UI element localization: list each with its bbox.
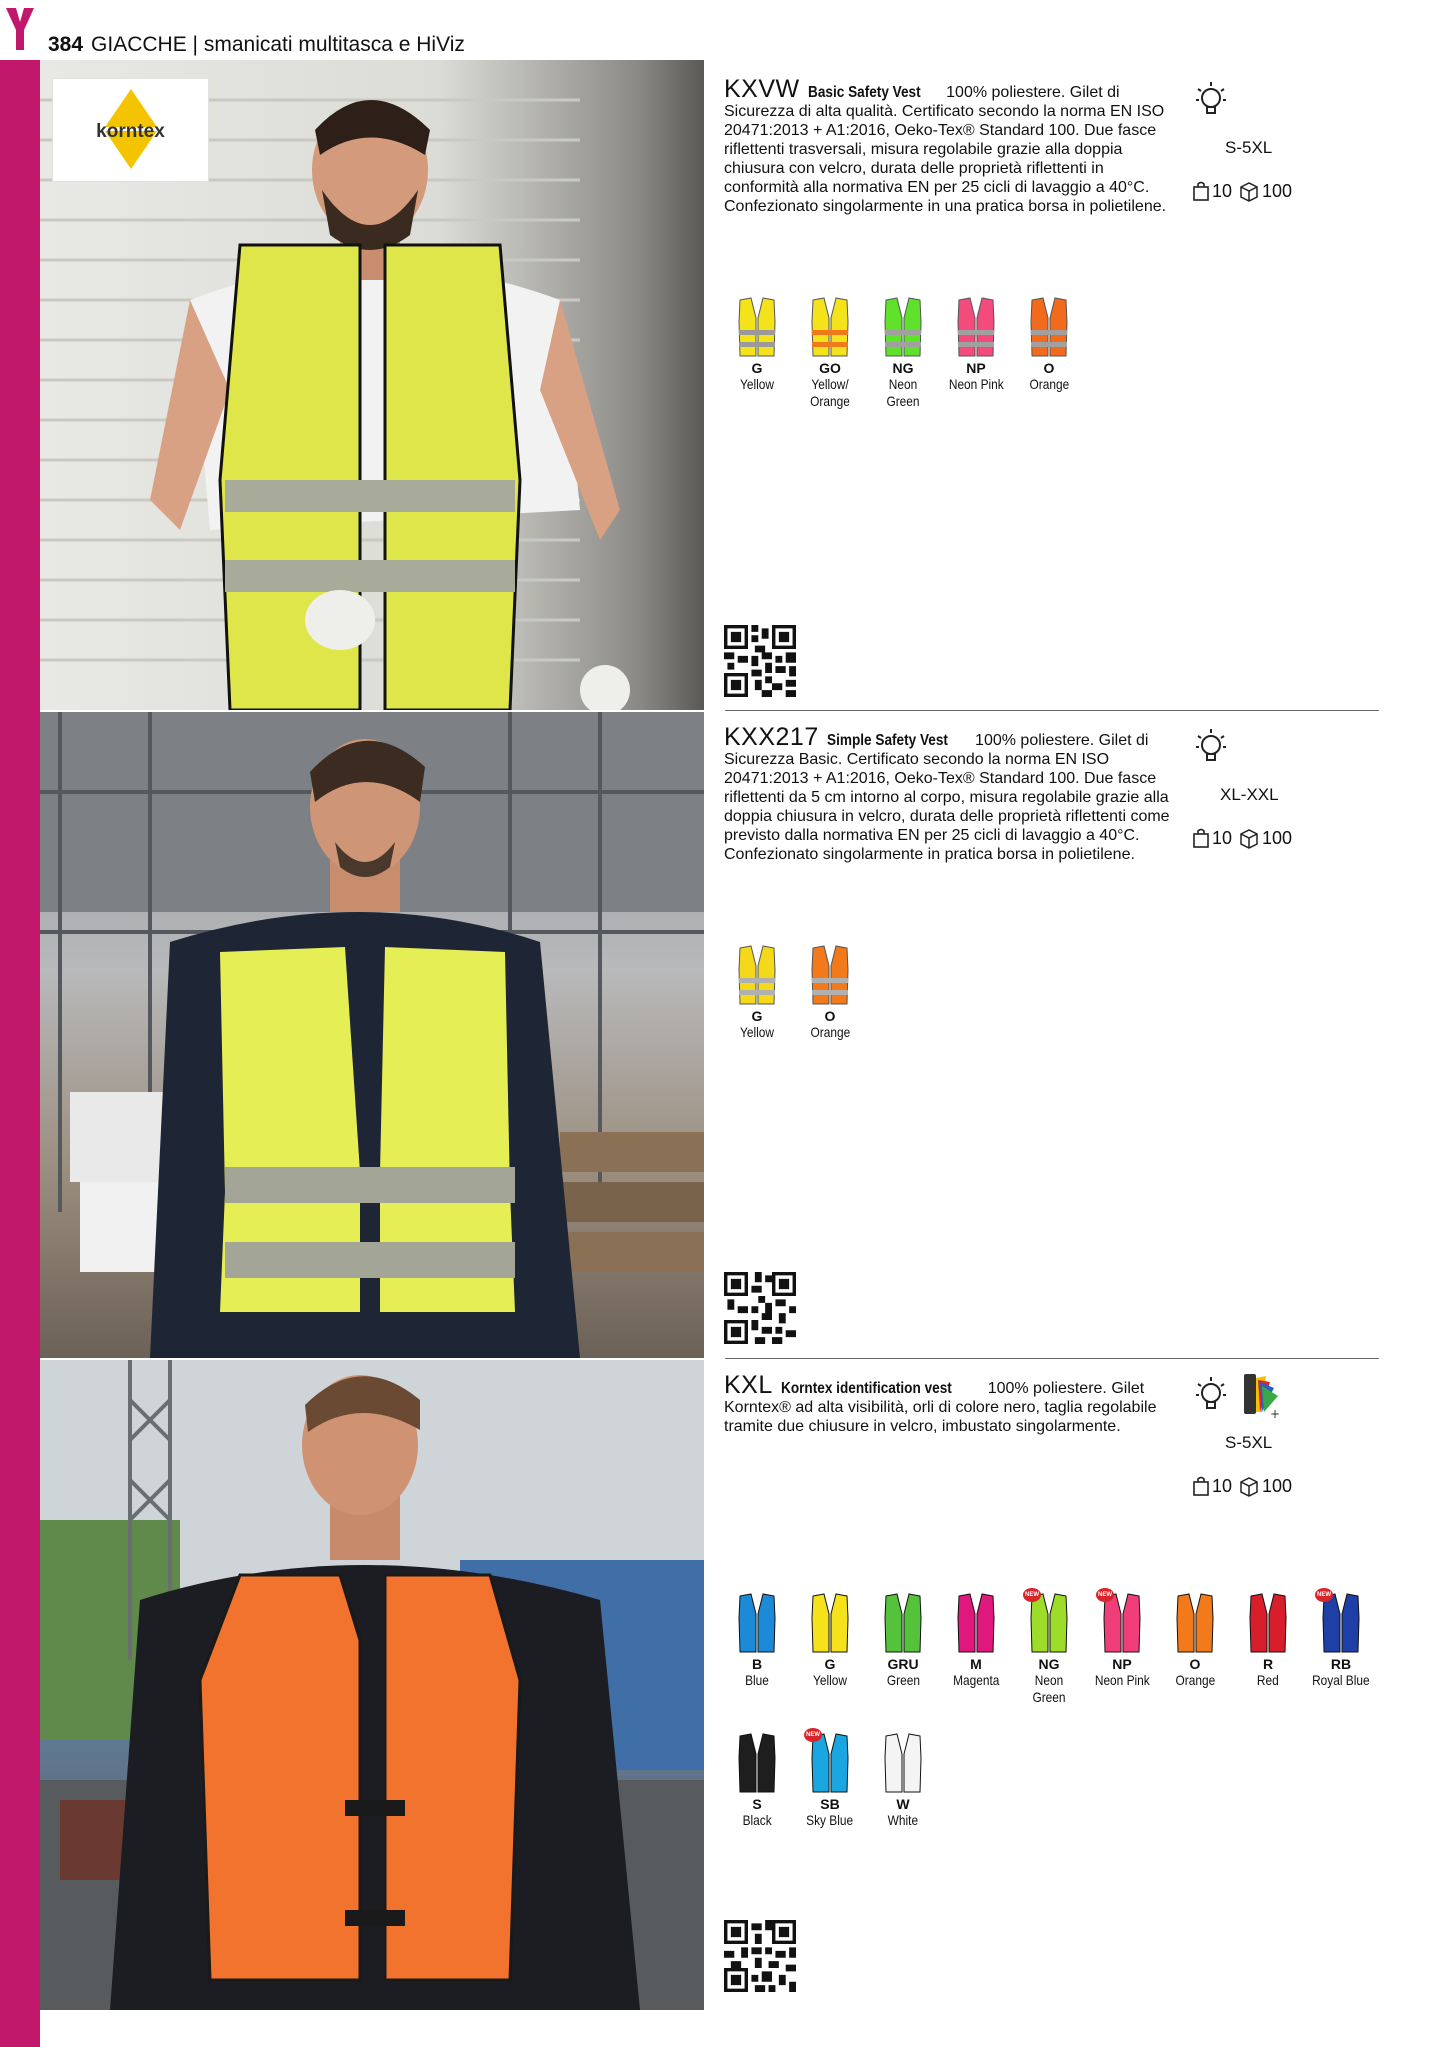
new-badge: NEW: [804, 1728, 822, 1742]
product-text: 100% poliestere. Gilet Korntex® ad alta visibilità, orli di colore nero, taglia regolabile tramite due chiusure in velcro, imbustato singolarmente.: [724, 1380, 1157, 1435]
vest-thumbnail: [737, 1592, 777, 1654]
svg-text:+: +: [1270, 1407, 1281, 1420]
vest-swatch-icon: [810, 944, 850, 1006]
pack-large-qty: 100: [1262, 827, 1293, 848]
color-name: Yellow: [740, 1024, 774, 1040]
box-icon: [1238, 827, 1260, 849]
vest-thumbnail: [1025, 1592, 1069, 1654]
box-icon: [1238, 180, 1260, 202]
color-name-wrap: [868, 1812, 938, 1830]
color-name: Neon Pink: [948, 376, 1004, 392]
color-code: R: [1262, 1656, 1274, 1672]
color-code: G: [824, 1656, 836, 1672]
color-name-wrap: [1233, 1672, 1303, 1690]
bag-icon: [1192, 828, 1210, 848]
vest-thumbnail: [810, 296, 850, 358]
brand-mark-icon: [0, 0, 40, 60]
color-code: G: [751, 360, 763, 376]
color-name-wrap: [722, 376, 792, 394]
color-name-wrap: [868, 376, 938, 411]
vest-swatch-icon: [956, 296, 996, 358]
size-range: S-5XL: [1225, 1433, 1273, 1452]
size-range: S-5XL: [1225, 138, 1273, 157]
page-header: [48, 28, 465, 62]
color-code: NP: [1112, 1656, 1132, 1672]
vest-thumbnail: [737, 1732, 777, 1794]
vest-thumbnail: [883, 296, 923, 358]
sidebar-stripe: [0, 0, 40, 2047]
color-swatch-g[interactable]: [795, 1592, 865, 1690]
color-name-wrap: [1087, 1672, 1157, 1690]
color-code: W: [896, 1796, 910, 1812]
korntex-logo: korntex: [52, 78, 209, 182]
color-name-wrap: [722, 1024, 792, 1042]
color-swatch-rb[interactable]: [1306, 1592, 1376, 1690]
color-swatch-ng[interactable]: [868, 296, 938, 411]
lightbulb-icon: [1194, 80, 1228, 120]
color-name: Neon Pink: [1094, 1672, 1150, 1688]
color-code: GRU: [887, 1656, 919, 1672]
color-name-wrap: [1160, 1672, 1230, 1690]
vest-swatch-icon: [810, 296, 850, 358]
product-code: KXVW: [724, 75, 800, 103]
color-swatch-sb[interactable]: [795, 1732, 865, 1830]
color-name: Yellow/ Orange: [810, 376, 850, 409]
product-code: KXL: [724, 1371, 773, 1399]
color-code: O: [1189, 1656, 1201, 1672]
color-name-wrap: [722, 1812, 792, 1830]
color-name: Neon Green: [886, 376, 920, 409]
vest-swatch-icon: [1029, 296, 1069, 358]
color-code: RB: [1330, 1656, 1352, 1672]
color-code: B: [751, 1656, 763, 1672]
color-name-wrap: [1014, 376, 1084, 394]
color-name: Neon Green: [1032, 1672, 1066, 1705]
section-divider: [725, 1358, 1379, 1359]
color-code: NP: [966, 360, 986, 376]
vest-thumbnail: [810, 944, 850, 1006]
vest-thumbnail: [1317, 1592, 1361, 1654]
vest-thumbnail: [883, 1592, 923, 1654]
vest-swatch-icon: [883, 1592, 923, 1654]
lightbulb-icon: [1194, 727, 1228, 767]
color-swatch-o[interactable]: [1014, 296, 1084, 394]
vest-swatch-icon: [737, 296, 777, 358]
vest-swatch-icon: [810, 1592, 850, 1654]
product-photo-kxl: [40, 1360, 704, 2010]
color-code: G: [751, 1008, 763, 1024]
color-swatch-gru[interactable]: [868, 1592, 938, 1690]
color-code: O: [1043, 360, 1055, 376]
color-code: S: [752, 1796, 762, 1812]
pack-large-qty: 100: [1262, 1475, 1293, 1496]
vest-thumbnail: [737, 944, 777, 1006]
color-swatch-m[interactable]: [941, 1592, 1011, 1690]
vest-thumbnail: [956, 296, 996, 358]
color-name-wrap: [795, 1812, 865, 1830]
packaging-info: [1192, 827, 1292, 849]
vest-thumbnail: [737, 296, 777, 358]
color-code: SB: [820, 1796, 840, 1812]
color-swatch-s[interactable]: [722, 1732, 792, 1830]
product-code: KXX217: [724, 723, 819, 751]
color-palette-icon: [1240, 1372, 1282, 1420]
vest-thumbnail: [810, 1592, 850, 1654]
color-name-wrap: [722, 1672, 792, 1690]
product-name: Korntex identification vest: [780, 1380, 952, 1397]
color-name-wrap: [941, 376, 1011, 394]
vest-thumbnail: [1098, 1592, 1142, 1654]
qr-code-icon: [724, 1272, 796, 1344]
vest-thumbnail: [1175, 1592, 1215, 1654]
color-code: O: [824, 1008, 836, 1024]
color-name-wrap: [795, 1672, 865, 1690]
pack-large-qty: 100: [1262, 180, 1293, 201]
qr-code-icon: [724, 625, 796, 697]
color-name-wrap: [795, 1024, 865, 1042]
color-swatch-np[interactable]: [1087, 1592, 1157, 1690]
color-name: Sky Blue: [806, 1812, 854, 1828]
vest-thumbnail: [1029, 296, 1069, 358]
product-description-kxl: [724, 1371, 1164, 1436]
color-name: Orange: [810, 1024, 850, 1040]
color-name: Orange: [1029, 376, 1069, 392]
vest-swatch-icon: [737, 1592, 777, 1654]
product-photo-kxx217: [40, 712, 704, 1358]
product-text: 100% poliestere. Gilet di Sicurezza di alta qualità. Certificato secondo la norma EN ISO 20471:2013 + A1:2016, Oeko-Tex® Standard 100. Due fasce riflettenti trasversali, misura regolabile grazie alla doppia chiusura con velcro, durata delle proprietà riflettenti in conformità alla normativa EN per 25 cicli di lavaggio a 40°C. Confezionato singolarmente in una pratica borsa in polietilene.: [724, 84, 1167, 215]
vest-thumbnail: [883, 1732, 923, 1794]
color-swatch-w[interactable]: [868, 1732, 938, 1830]
color-name-wrap: [868, 1672, 938, 1690]
color-code: NG: [1038, 1656, 1060, 1672]
vest-thumbnail: [1248, 1592, 1288, 1654]
pack-small-qty: 10: [1212, 827, 1233, 848]
product-name: Basic Safety Vest: [807, 84, 921, 101]
page-title: GIACCHE | smanicati multitasca e HiViz: [91, 33, 465, 56]
color-name: Magenta: [952, 1672, 1000, 1688]
vest-swatch-icon: [737, 1732, 777, 1794]
color-swatch-np[interactable]: [941, 296, 1011, 394]
vest-swatch-icon: [883, 296, 923, 358]
box-icon: [1238, 1475, 1260, 1497]
size-range: XL-XXL: [1220, 785, 1279, 804]
color-swatch-b[interactable]: [722, 1592, 792, 1690]
bag-icon: [1192, 1476, 1210, 1496]
color-name: Orange: [1175, 1672, 1215, 1688]
product-description-kxx217: [724, 723, 1172, 864]
color-code: GO: [819, 360, 841, 376]
color-name-wrap: [941, 1672, 1011, 1690]
color-swatch-r[interactable]: [1233, 1592, 1303, 1690]
product-description-kxvw: [724, 75, 1174, 216]
pack-small-qty: 10: [1212, 180, 1233, 201]
color-name: Yellow: [740, 376, 774, 392]
lightbulb-icon: [1194, 1375, 1228, 1415]
color-swatch-ng[interactable]: [1014, 1592, 1084, 1707]
color-name: Royal Blue: [1312, 1672, 1370, 1688]
new-badge: NEW: [1315, 1588, 1333, 1602]
color-name: Red: [1257, 1672, 1279, 1688]
vest-thumbnail: [806, 1732, 850, 1794]
color-code: NG: [892, 360, 914, 376]
color-name-wrap: [1306, 1672, 1376, 1690]
packaging-info: [1192, 180, 1292, 202]
color-name: Green: [886, 1672, 920, 1688]
page-number: 384: [48, 33, 84, 56]
packaging-info: [1192, 1475, 1292, 1497]
color-swatch-g[interactable]: [722, 944, 792, 1042]
vest-swatch-icon: [1248, 1592, 1288, 1654]
product-text: 100% poliestere. Gilet di Sicurezza Basic. Certificato secondo la norma EN ISO 20471:2013 + A1:2016, Oeko-Tex® Standard 100. Due fasce riflettenti da 5 cm intorno al corpo, misura regolabile grazie alla doppia chiusura in velcro, durata delle proprietà riflettenti come previsto dalla normativa EN per 25 cicli di lavaggio a 40°C. Confezionato singolarmente in pratica borsa in polietilene.: [724, 732, 1170, 863]
vest-swatch-icon: [1175, 1592, 1215, 1654]
color-name-wrap: [795, 376, 865, 411]
color-swatch-o[interactable]: [795, 944, 865, 1042]
color-name-wrap: [1014, 1672, 1084, 1707]
color-swatch-go[interactable]: [795, 296, 865, 411]
vest-swatch-icon: [956, 1592, 996, 1654]
product-name: Simple Safety Vest: [826, 732, 948, 749]
section-divider: [725, 710, 1379, 711]
new-badge: NEW: [1096, 1588, 1114, 1602]
vest-swatch-icon: [883, 1732, 923, 1794]
color-name: Black: [742, 1812, 772, 1828]
color-code: M: [970, 1656, 982, 1672]
color-name: Blue: [745, 1672, 769, 1688]
color-swatch-g[interactable]: [722, 296, 792, 394]
color-name: Yellow: [813, 1672, 847, 1688]
qr-code-icon: [724, 1920, 796, 1992]
vest-thumbnail: [956, 1592, 996, 1654]
color-name: White: [887, 1812, 919, 1828]
new-badge: NEW: [1023, 1588, 1041, 1602]
vest-swatch-icon: [737, 944, 777, 1006]
pack-small-qty: 10: [1212, 1475, 1233, 1496]
bag-icon: [1192, 181, 1210, 201]
color-swatch-o[interactable]: [1160, 1592, 1230, 1690]
